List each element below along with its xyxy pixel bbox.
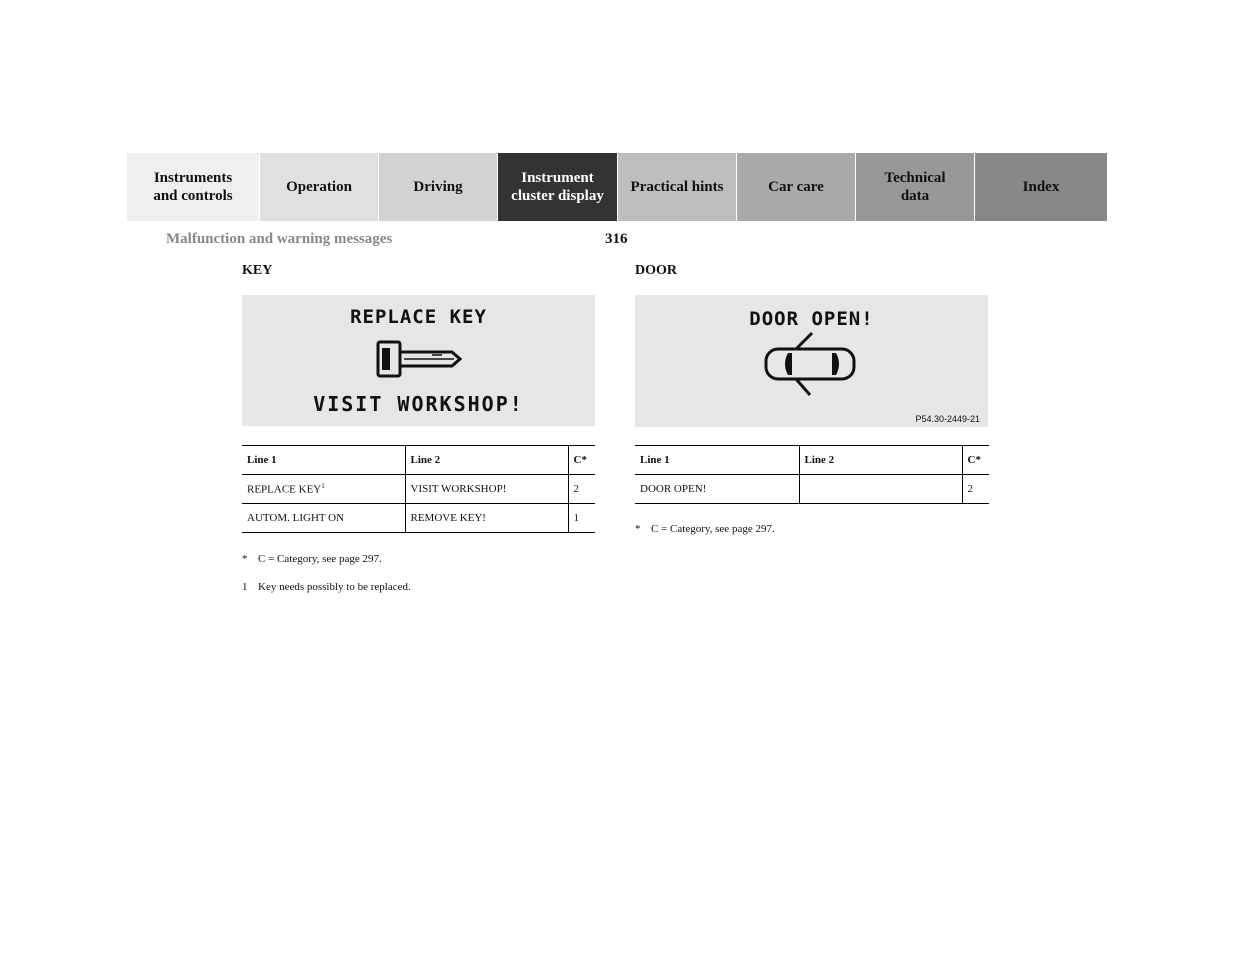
key-message-table xyxy=(242,445,595,533)
tab-driving[interactable]: Driving xyxy=(378,153,497,221)
table-cell xyxy=(799,475,962,504)
door-display-line1: DOOR OPEN! xyxy=(749,308,874,330)
key-display-panel xyxy=(242,295,595,426)
column-header-line2: Line 2 xyxy=(799,446,962,475)
table-cell: 2 xyxy=(962,475,989,504)
table-row xyxy=(635,475,989,504)
tab-operation[interactable]: Operation xyxy=(259,153,378,221)
tab-technical-data[interactable]: Technical data xyxy=(855,153,974,221)
chapter-nav xyxy=(127,153,1107,221)
key-display-line1: REPLACE KEY xyxy=(350,306,487,328)
section-title: Malfunction and warning messages xyxy=(166,231,393,247)
key-icon xyxy=(376,340,462,378)
column-header-line2: Line 2 xyxy=(405,446,568,475)
table-cell: AUTOM. LIGHT ON xyxy=(242,504,405,533)
table-cell: DOOR OPEN! xyxy=(635,475,799,504)
footnote-marker: 1 xyxy=(321,482,325,491)
table-row xyxy=(242,504,595,533)
column-header-category: C* xyxy=(568,446,595,475)
column-header-category: C* xyxy=(962,446,989,475)
tab-car-care[interactable]: Car care xyxy=(736,153,855,221)
image-id: P54.30-2449-21 xyxy=(915,414,980,424)
car-door-open-icon xyxy=(762,331,858,397)
tab-practical-hints[interactable]: Practical hints xyxy=(617,153,736,221)
tab-instruments-and-controls[interactable]: Instruments and controls xyxy=(127,153,259,221)
key-display-line2: VISIT WORKSHOP! xyxy=(313,392,524,416)
footnote-1: 1 Key needs possibly to be replaced. xyxy=(242,581,411,593)
table-row xyxy=(242,475,595,504)
table-cell: REPLACE KEY$^1$ xyxy=(242,475,405,504)
footnote-category: * C = Category, see page 297. xyxy=(242,553,382,565)
key-heading: KEY xyxy=(242,263,273,278)
table-cell: 2 xyxy=(568,475,595,504)
door-heading: DOOR xyxy=(635,263,677,278)
page-number: 316 xyxy=(605,231,628,247)
door-message-table xyxy=(635,445,989,504)
door-display-panel xyxy=(635,295,988,427)
table-cell: 1 xyxy=(568,504,595,533)
column-header-line1: Line 1 xyxy=(635,446,799,475)
footnote-category: * C = Category, see page 297. xyxy=(635,523,775,535)
column-header-line1: Line 1 xyxy=(242,446,405,475)
tab-instrument-cluster-display[interactable]: Instrument cluster display xyxy=(497,153,617,221)
table-cell: REMOVE KEY! xyxy=(405,504,568,533)
table-cell: VISIT WORKSHOP! xyxy=(405,475,568,504)
tab-index[interactable]: Index xyxy=(974,153,1107,221)
